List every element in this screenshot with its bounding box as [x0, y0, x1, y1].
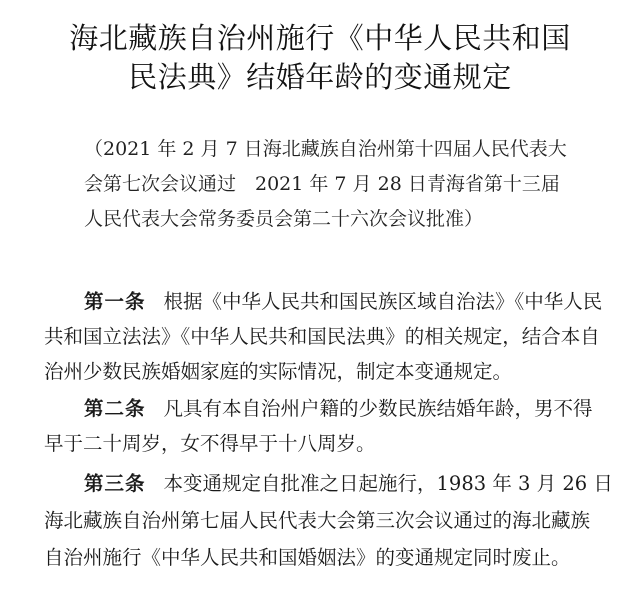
article-3-heading: 第三条	[84, 472, 146, 495]
adoption-note-line-3: 人民代表大会常务委员会第二十六次会议批准）	[84, 208, 484, 230]
article-3-text-line-2: 海北藏族自治州第七届人民代表大会第三次会议通过的海北藏族	[44, 509, 591, 532]
article-1-text-line-2: 共和国立法法》《中华人民共和国民法典》的相关规定，结合本自	[44, 325, 600, 348]
article-3-text-line-3: 自治州施行《中华人民共和国婚姻法》的变通规定同时废止。	[44, 546, 571, 569]
article-2-heading: 第二条	[84, 397, 146, 420]
article-3-text-line-1: 本变通规定自批准之日起施行，1983 年 3 月 26 日	[163, 472, 613, 495]
article-2-text-line-2: 早于二十周岁，女不得早于十八周岁。	[44, 432, 376, 455]
article-2-first-line	[84, 395, 593, 423]
adoption-note-line-2: 会第七次会议通过 2021 年 7 月 28 日青海省第十三届	[84, 173, 560, 195]
article-1-text-line-3: 治州少数民族婚姻家庭的实际情况，制定本变通规定。	[44, 360, 513, 383]
document-title-line-2: 民法典》结婚年龄的变通规定	[128, 60, 512, 94]
article-1-first-line	[84, 288, 602, 316]
article-2-text-line-1: 凡具有本自治州户籍的少数民族结婚年龄，男不得	[163, 397, 593, 420]
article-1-heading: 第一条	[84, 290, 146, 313]
document-title-line-1: 海北藏族自治州施行《中华人民共和国	[69, 21, 571, 55]
adoption-note-line-1: （2021 年 2 月 7 日海北藏族自治州第十四届人民代表大	[84, 138, 567, 160]
article-3-first-line	[84, 470, 613, 498]
article-1-text-line-1: 根据《中华人民共和国民族区域自治法》《中华人民	[163, 290, 603, 313]
